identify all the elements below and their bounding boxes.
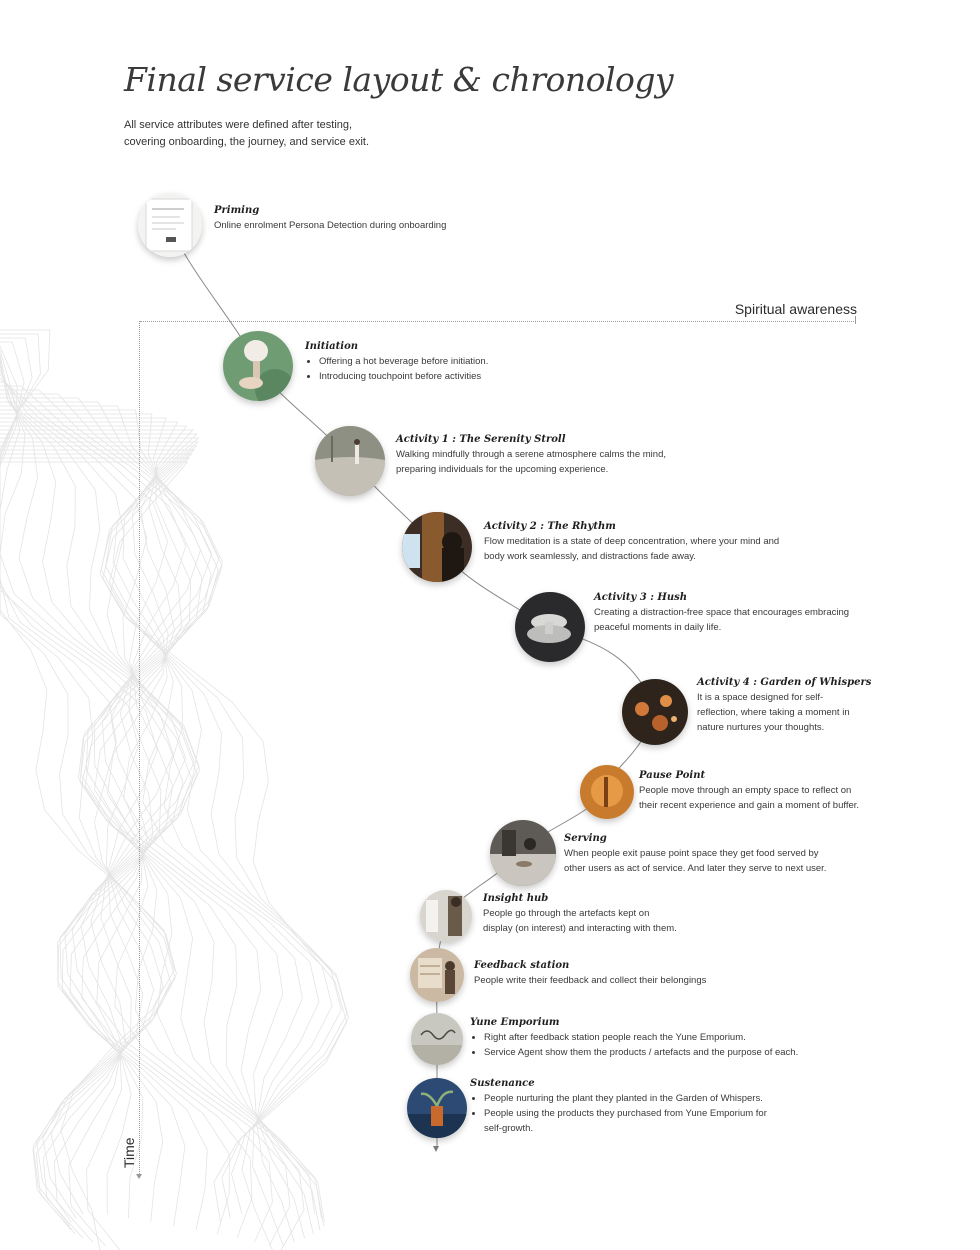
sustenance-plant-image bbox=[407, 1078, 467, 1138]
hot-beverage-image bbox=[223, 331, 293, 401]
stage-bullets bbox=[470, 1091, 780, 1136]
stage-text-yune-emporium bbox=[470, 1016, 830, 1060]
stage-text-initiation bbox=[305, 340, 605, 384]
stage-description: other users as act of service. And later they serve to next user. bbox=[564, 863, 827, 874]
serving-food-image bbox=[490, 820, 556, 886]
insight-hub-image bbox=[420, 890, 472, 942]
stage-description: Online enrolment Persona Detection during onboarding bbox=[214, 220, 447, 231]
stage-description: Creating a distraction-free space that encourages embracing bbox=[594, 607, 850, 618]
stage-text-activity-2 bbox=[484, 520, 804, 564]
stage-bullets bbox=[470, 1030, 830, 1060]
stage-description: nature nurtures your thoughts. bbox=[697, 722, 825, 733]
path-end-arrowhead bbox=[433, 1146, 439, 1152]
stage-image-priming bbox=[138, 193, 202, 257]
stage-description: Flow meditation is a state of deep concentration, where your mind and bbox=[484, 536, 780, 547]
stage-bullet: • Offering a hot beverage before initiation. bbox=[319, 354, 605, 369]
stage-bullet: • Service Agent show them the products / artefacts and the purpose of each. bbox=[484, 1045, 830, 1060]
stage-title: Activity 4 : Garden of Whispers bbox=[697, 677, 872, 688]
stage-description: Walking mindfully through a serene atmosphere calms the mind, bbox=[396, 449, 666, 460]
stage-image-insight-hub bbox=[420, 890, 472, 942]
garden-of-whispers-image bbox=[622, 679, 688, 745]
stage-image-sustenance bbox=[407, 1078, 467, 1138]
stage-bullet: • Right after feedback station people reach the Yune Emporium. bbox=[484, 1030, 830, 1045]
stage-title: Yune Emporium bbox=[470, 1017, 560, 1028]
subtitle-line: covering onboarding, the journey, and service exit. bbox=[124, 136, 369, 148]
stage-text-serving bbox=[564, 832, 844, 876]
stage-text-sustenance bbox=[470, 1077, 780, 1136]
stage-title: Insight hub bbox=[483, 893, 549, 904]
axis-label-time: Time bbox=[121, 1137, 137, 1168]
stage-image-pause-point bbox=[580, 765, 634, 819]
stage-image-activity-3 bbox=[515, 592, 585, 662]
stage-title: Feedback station bbox=[474, 960, 570, 971]
stage-text-insight-hub bbox=[483, 892, 723, 936]
stage-text-pause-point bbox=[639, 769, 879, 813]
stage-text-activity-3 bbox=[594, 591, 874, 635]
stage-description: their recent experience and gain a moment of buffer. bbox=[639, 800, 860, 811]
onboarding-form-image bbox=[138, 193, 202, 257]
stage-title: Serving bbox=[564, 833, 607, 844]
yune-emporium-image bbox=[411, 1013, 463, 1065]
stage-title: Activity 1 : The Serenity Stroll bbox=[396, 434, 566, 445]
stage-description: display (on interest) and interacting with them. bbox=[483, 923, 677, 934]
stage-title: Initiation bbox=[305, 341, 359, 352]
stage-description: body work seamlessly, and distractions fade away. bbox=[484, 551, 696, 562]
subtitle-line: All service attributes were defined after testing, bbox=[124, 119, 353, 131]
stage-title: Sustenance bbox=[470, 1078, 535, 1089]
stage-title: Activity 3 : Hush bbox=[594, 592, 688, 603]
axis-label-spiritual-awareness: Spiritual awareness bbox=[734, 301, 857, 317]
stage-text-feedback-station bbox=[474, 959, 774, 988]
stage-description: It is a space designed for self- bbox=[697, 692, 824, 703]
stage-image-serving bbox=[490, 820, 556, 886]
pause-point-image bbox=[580, 765, 634, 819]
hush-object-image bbox=[515, 592, 585, 662]
feedback-station-image bbox=[410, 948, 464, 1002]
stage-text-activity-4 bbox=[697, 676, 872, 735]
serenity-stroll-image bbox=[315, 426, 385, 496]
stage-description: People move through an empty space to reflect on bbox=[639, 785, 852, 796]
stage-text-priming bbox=[214, 204, 514, 233]
stage-description: People write their feedback and collect their belongings bbox=[474, 975, 707, 986]
stage-bullet: • People using the products they purchased from Yune Emporium for self-growth. bbox=[484, 1106, 780, 1136]
stage-bullet: • People nurturing the plant they planted in the Garden of Whispers. bbox=[484, 1091, 780, 1106]
stage-description: preparing individuals for the upcoming experience. bbox=[396, 464, 609, 475]
stage-title: Activity 2 : The Rhythm bbox=[484, 521, 616, 532]
stage-image-activity-4 bbox=[622, 679, 688, 745]
stage-description: People go through the artefacts kept on bbox=[483, 908, 650, 919]
rhythm-meditation-image bbox=[402, 512, 472, 582]
stage-image-initiation bbox=[223, 331, 293, 401]
stage-description: reflection, where taking a moment in bbox=[697, 707, 850, 718]
stage-title: Pause Point bbox=[639, 770, 706, 781]
stage-image-feedback-station bbox=[410, 948, 464, 1002]
stage-text-activity-1 bbox=[396, 433, 696, 477]
stage-description: When people exit pause point space they get food served by bbox=[564, 848, 819, 859]
stage-image-activity-1 bbox=[315, 426, 385, 496]
stage-image-yune-emporium bbox=[411, 1013, 463, 1065]
stage-description: peaceful moments in daily life. bbox=[594, 622, 722, 633]
stage-image-activity-2 bbox=[402, 512, 472, 582]
stage-title: Priming bbox=[214, 205, 260, 216]
stage-bullets bbox=[305, 354, 605, 384]
stage-bullet: • Introducing touchpoint before activities bbox=[319, 369, 605, 384]
page-title: Final service layout & chronology bbox=[124, 60, 674, 99]
